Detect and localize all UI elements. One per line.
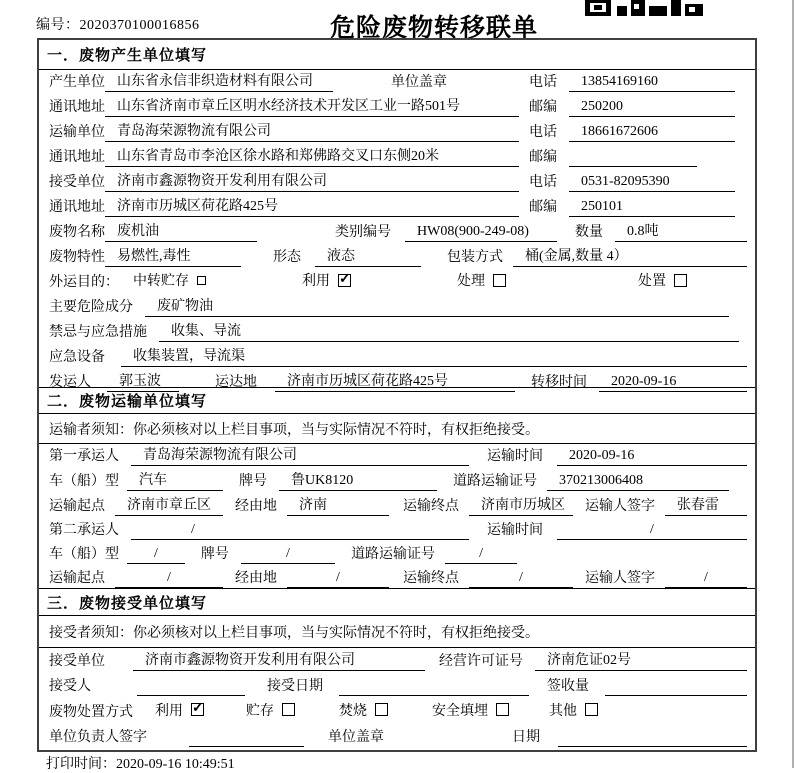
- accept-date-label: 接受日期: [267, 679, 323, 694]
- section2-notice: 运输者须知：你必须核对以上栏目事项，当与实际情况不符时，有权拒绝接受。: [39, 414, 755, 444]
- checkbox-disposal-incinerate: [375, 703, 388, 716]
- section3-heading: 三．废物接受单位填写: [39, 588, 755, 616]
- waste-name-field: 废机油: [105, 220, 257, 242]
- permit1-label: 道路运输证号: [453, 474, 537, 489]
- section2-heading: 二．废物运输单位填写: [39, 387, 755, 414]
- via2-label: 经由地: [235, 571, 277, 586]
- row-waste-property: [39, 245, 755, 270]
- purpose-option-utilize: [302, 270, 351, 292]
- transporter-label: 运输单位: [49, 125, 105, 140]
- date-field: [558, 745, 747, 747]
- option-label: 焚烧: [339, 703, 367, 719]
- phone3-label: 电话: [529, 175, 557, 190]
- producer-label: 产生单位: [49, 75, 105, 90]
- category-field: HW08(900-249-08): [405, 224, 557, 242]
- document-header: [0, 8, 796, 42]
- plate1-field: 鲁UK8120: [279, 469, 437, 491]
- phone1-field: 13854169160: [569, 74, 735, 92]
- receiver-field: 济南市鑫源物资开发利用有限公司: [105, 170, 519, 192]
- plate1-label: 牌号: [239, 474, 267, 489]
- quantity-field: 0.8吨: [615, 220, 747, 242]
- row-disposal: [39, 699, 755, 725]
- checkbox-disposal-other: [585, 703, 598, 716]
- packing-label: 包装方式: [447, 250, 503, 265]
- disposal-option-landfill: [432, 700, 509, 722]
- phone2-field: 18661672606: [569, 124, 735, 142]
- carrier1-field: 青岛海荣源物流有限公司: [131, 444, 469, 466]
- addr2-field: 山东省青岛市李沧区徐水路和郑佛路交叉口东侧20米: [105, 145, 519, 167]
- vehicle1-label: 车（船）型: [49, 474, 119, 489]
- row-purpose: [39, 270, 755, 295]
- row-route1: [39, 494, 755, 519]
- disposal-option-utilize: [155, 700, 204, 722]
- permit1-field: 370213006408: [547, 473, 729, 491]
- row-transporter: [39, 120, 755, 145]
- qr-code-icon: [585, 0, 703, 18]
- checkbox-dispose: [674, 274, 687, 287]
- taboo-label: 禁忌与应急措施: [49, 325, 147, 340]
- sign2-label: 运输人签字: [585, 571, 655, 586]
- row-receiver-address: [39, 195, 755, 220]
- purpose-label: 外运目的：: [49, 275, 119, 290]
- checkbox-disposal-landfill: [496, 703, 509, 716]
- origin2-label: 运输起点: [49, 571, 105, 586]
- sign2-field: /: [665, 570, 747, 588]
- row-hazard: [39, 295, 755, 320]
- receipt-qty-field: [605, 694, 747, 696]
- print-time-value: 2020-09-16 10:49:51: [116, 757, 235, 772]
- taboo-field: 收集、导流: [159, 320, 739, 342]
- checkbox-disposal-storage: [282, 703, 295, 716]
- category-label: 类别编号: [335, 225, 391, 240]
- transfer-time-label: 转移时间: [531, 375, 587, 390]
- option-label: 安全填埋: [432, 703, 488, 719]
- checkbox-transfer-storage: [197, 276, 206, 285]
- zip2-label: 邮编: [529, 150, 557, 165]
- row-equipment: [39, 345, 755, 370]
- time2-field: /: [557, 522, 747, 540]
- manifest-form: [37, 38, 757, 752]
- via1-field: 济南: [287, 494, 389, 516]
- end1-label: 运输终点: [403, 499, 459, 514]
- vehicle1-field: 汽车: [127, 469, 223, 491]
- print-time: [46, 753, 235, 773]
- section3-notice: 接受者须知：你必须核对以上栏目事项，当与实际情况不符时，有权拒绝接受。: [39, 616, 755, 648]
- page-title: 危险废物转移联单: [330, 15, 539, 42]
- time1-label: 运输时间: [487, 449, 543, 464]
- page-right-edge: [792, 0, 794, 768]
- consignor-label: 发运人: [49, 375, 91, 390]
- option-label: 利用: [302, 274, 330, 289]
- disposal-label: 废物处置方式: [49, 704, 133, 720]
- disposal-option-other: [549, 700, 598, 722]
- zip1-label: 邮编: [529, 100, 557, 115]
- property-field: 易燃性,毒性: [105, 245, 241, 267]
- option-label: 贮存: [246, 703, 274, 719]
- disposal-option-incinerate: [339, 700, 388, 722]
- row-taboo: [39, 320, 755, 345]
- checkbox-disposal-utilize-checked: [191, 703, 204, 716]
- property-label: 废物特性: [49, 250, 105, 265]
- origin2-field: /: [115, 570, 223, 588]
- row-vehicle1: [39, 469, 755, 494]
- consignor-field: 郭玉波: [107, 370, 179, 392]
- accept-unit-label: 接受单位: [49, 653, 105, 669]
- origin1-field: 济南市章丘区: [115, 494, 223, 516]
- receipt-qty-label: 签收量: [547, 679, 589, 694]
- phone3-field: 0531-82095390: [569, 174, 735, 192]
- print-time-label: 打印时间：: [46, 757, 116, 772]
- row-waste-name: [39, 220, 755, 245]
- section3-body: [39, 648, 755, 750]
- option-label: 处置: [638, 274, 666, 289]
- license-field: 济南危证02号: [535, 649, 747, 671]
- plate2-label: 牌号: [200, 547, 229, 562]
- row-vehicle2: [39, 543, 755, 567]
- zip2-field: [569, 165, 697, 167]
- vehicle2-label: 车（船）型: [49, 547, 119, 562]
- form-label: 形态: [273, 250, 301, 265]
- destination-field: 济南市历城区荷花路425号: [275, 370, 515, 392]
- form-field: 液态: [315, 245, 421, 267]
- license-label: 经营许可证号: [439, 653, 523, 669]
- accept-date-field: [339, 694, 529, 696]
- equipment-label: 应急设备: [49, 350, 105, 365]
- option-label: 处理: [457, 274, 485, 289]
- purpose-option-dispose: [638, 270, 687, 292]
- carrier1-label: 第一承运人: [49, 449, 119, 464]
- disposal-option-storage: [246, 700, 295, 722]
- date-label: 日期: [512, 730, 540, 745]
- quantity-label: 数量: [575, 225, 603, 240]
- hazard-label: 主要危险成分: [49, 300, 133, 315]
- equipment-field: 收集装置，导流渠: [121, 345, 747, 367]
- zip3-field: 250101: [569, 199, 735, 217]
- row-producer: [39, 70, 755, 95]
- serial-number: [36, 14, 200, 34]
- carrier2-label: 第二承运人: [49, 523, 119, 538]
- row-receiver: [39, 170, 755, 195]
- sign1-field: 张春雷: [665, 494, 747, 516]
- checkbox-utilize-checked: [338, 274, 351, 287]
- carrier2-field: /: [131, 522, 469, 540]
- acceptor-label: 接受人: [49, 679, 91, 694]
- addr2-label: 通讯地址: [49, 150, 105, 165]
- transfer-time-field: 2020-09-16: [599, 374, 747, 392]
- checkbox-treat: [493, 274, 506, 287]
- packing-field: 桶(金属,数量 4）: [513, 245, 747, 267]
- row-carrier1: [39, 444, 755, 469]
- section1-body: [39, 70, 755, 390]
- permit2-label: 道路运输证号: [351, 547, 436, 562]
- row-responsible-sign: [39, 725, 755, 751]
- plate2-field: /: [241, 546, 335, 564]
- sign1-label: 运输人签字: [585, 499, 655, 514]
- end1-field: 济南市历城区: [469, 494, 573, 516]
- hazard-field: 废矿物油: [145, 295, 729, 317]
- acceptor-field: [137, 694, 245, 696]
- zip1-field: 250200: [569, 99, 735, 117]
- row-transporter-address: [39, 145, 755, 170]
- time2-label: 运输时间: [487, 523, 543, 538]
- phone2-label: 电话: [529, 125, 557, 140]
- row-carrier2: [39, 519, 755, 543]
- responsible-sign-field: [189, 745, 304, 747]
- purpose-option-treat: [457, 270, 506, 292]
- end2-label: 运输终点: [403, 571, 459, 586]
- vehicle2-field: /: [127, 546, 185, 564]
- addr1-field: 山东省济南市章丘区明水经济技术开发区工业一路501号: [105, 95, 519, 117]
- via2-field: /: [287, 570, 389, 588]
- time1-field: 2020-09-16: [557, 448, 747, 466]
- row-accept-unit: [39, 648, 755, 674]
- end2-field: /: [469, 570, 573, 588]
- section2-body: [39, 444, 755, 588]
- option-label: 其他: [549, 703, 577, 719]
- responsible-sign-label: 单位负责人签字: [49, 730, 147, 745]
- row-acceptor: [39, 674, 755, 700]
- option-label: 利用: [155, 703, 183, 719]
- producer-field: 山东省永信非织造材料有限公司: [105, 70, 333, 92]
- receiver-label: 接受单位: [49, 175, 105, 190]
- accept-unit-field: 济南市鑫源物资开发利用有限公司: [133, 649, 425, 671]
- zip3-label: 邮编: [529, 200, 557, 215]
- permit2-field: /: [445, 546, 517, 564]
- purpose-option-transfer-storage: [133, 270, 206, 292]
- producer-seal-label: 单位盖章: [391, 75, 447, 90]
- waste-name-label: 废物名称: [49, 225, 105, 240]
- phone1-label: 电话: [529, 75, 557, 90]
- unit-seal-label: 单位盖章: [328, 730, 384, 745]
- transporter-field: 青岛海荣源物流有限公司: [105, 120, 519, 142]
- section1-heading: 一．废物产生单位填写: [39, 40, 755, 70]
- destination-label: 运达地: [215, 375, 257, 390]
- option-label: 中转贮存: [133, 274, 189, 289]
- addr1-label: 通讯地址: [49, 100, 105, 115]
- serial-label: 编号：: [36, 18, 80, 33]
- via1-label: 经由地: [235, 499, 277, 514]
- origin1-label: 运输起点: [49, 499, 105, 514]
- addr3-field: 济南市历城区荷花路425号: [105, 195, 519, 217]
- row-producer-address: [39, 95, 755, 120]
- addr3-label: 通讯地址: [49, 200, 105, 215]
- serial-value: 2020370100016856: [79, 18, 200, 33]
